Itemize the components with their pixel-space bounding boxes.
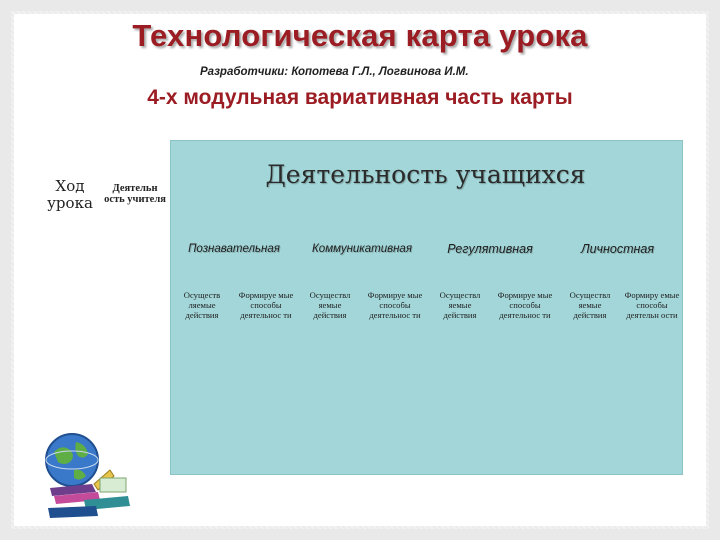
- lesson-column-header: Ход урока: [47, 177, 93, 212]
- regulatory-implemented-actions: Осуществл яемые действия: [439, 290, 481, 320]
- regulatory-formed-methods: Формируе мые способы деятельнос ти: [497, 290, 553, 320]
- teacher-column-header: Деятельн ость учителя: [104, 183, 166, 205]
- cognitive-formed-methods: Формируе мые способы деятельнос ти: [238, 290, 294, 320]
- communicative-implemented-actions: Осуществл яемые действия: [309, 290, 351, 320]
- cognitive-implemented-actions: Осуществ ляемые действия: [183, 290, 221, 320]
- category-communicative: Коммуникативная: [312, 243, 412, 255]
- student-activity-title: Деятельность учащихся: [265, 160, 586, 189]
- category-regulatory: Регулятивная: [447, 242, 533, 256]
- communicative-formed-methods: Формируе мые способы деятельнос ти: [367, 290, 423, 320]
- category-personal: Личностная: [581, 242, 654, 256]
- page-title: Технологическая карта урока: [132, 18, 588, 53]
- authors-line: Разработчики: Копотева Г.Л., Логвинова И.М.: [200, 66, 469, 78]
- category-cognitive: Познавательная: [188, 243, 280, 255]
- personal-implemented-actions: Осуществл яемые действия: [569, 290, 611, 320]
- globe-books-logo-icon: [40, 426, 140, 526]
- personal-formed-methods: Формиру емые способы деятельн ости: [624, 290, 680, 320]
- page-subtitle: 4-х модульная вариативная часть карты: [147, 86, 573, 109]
